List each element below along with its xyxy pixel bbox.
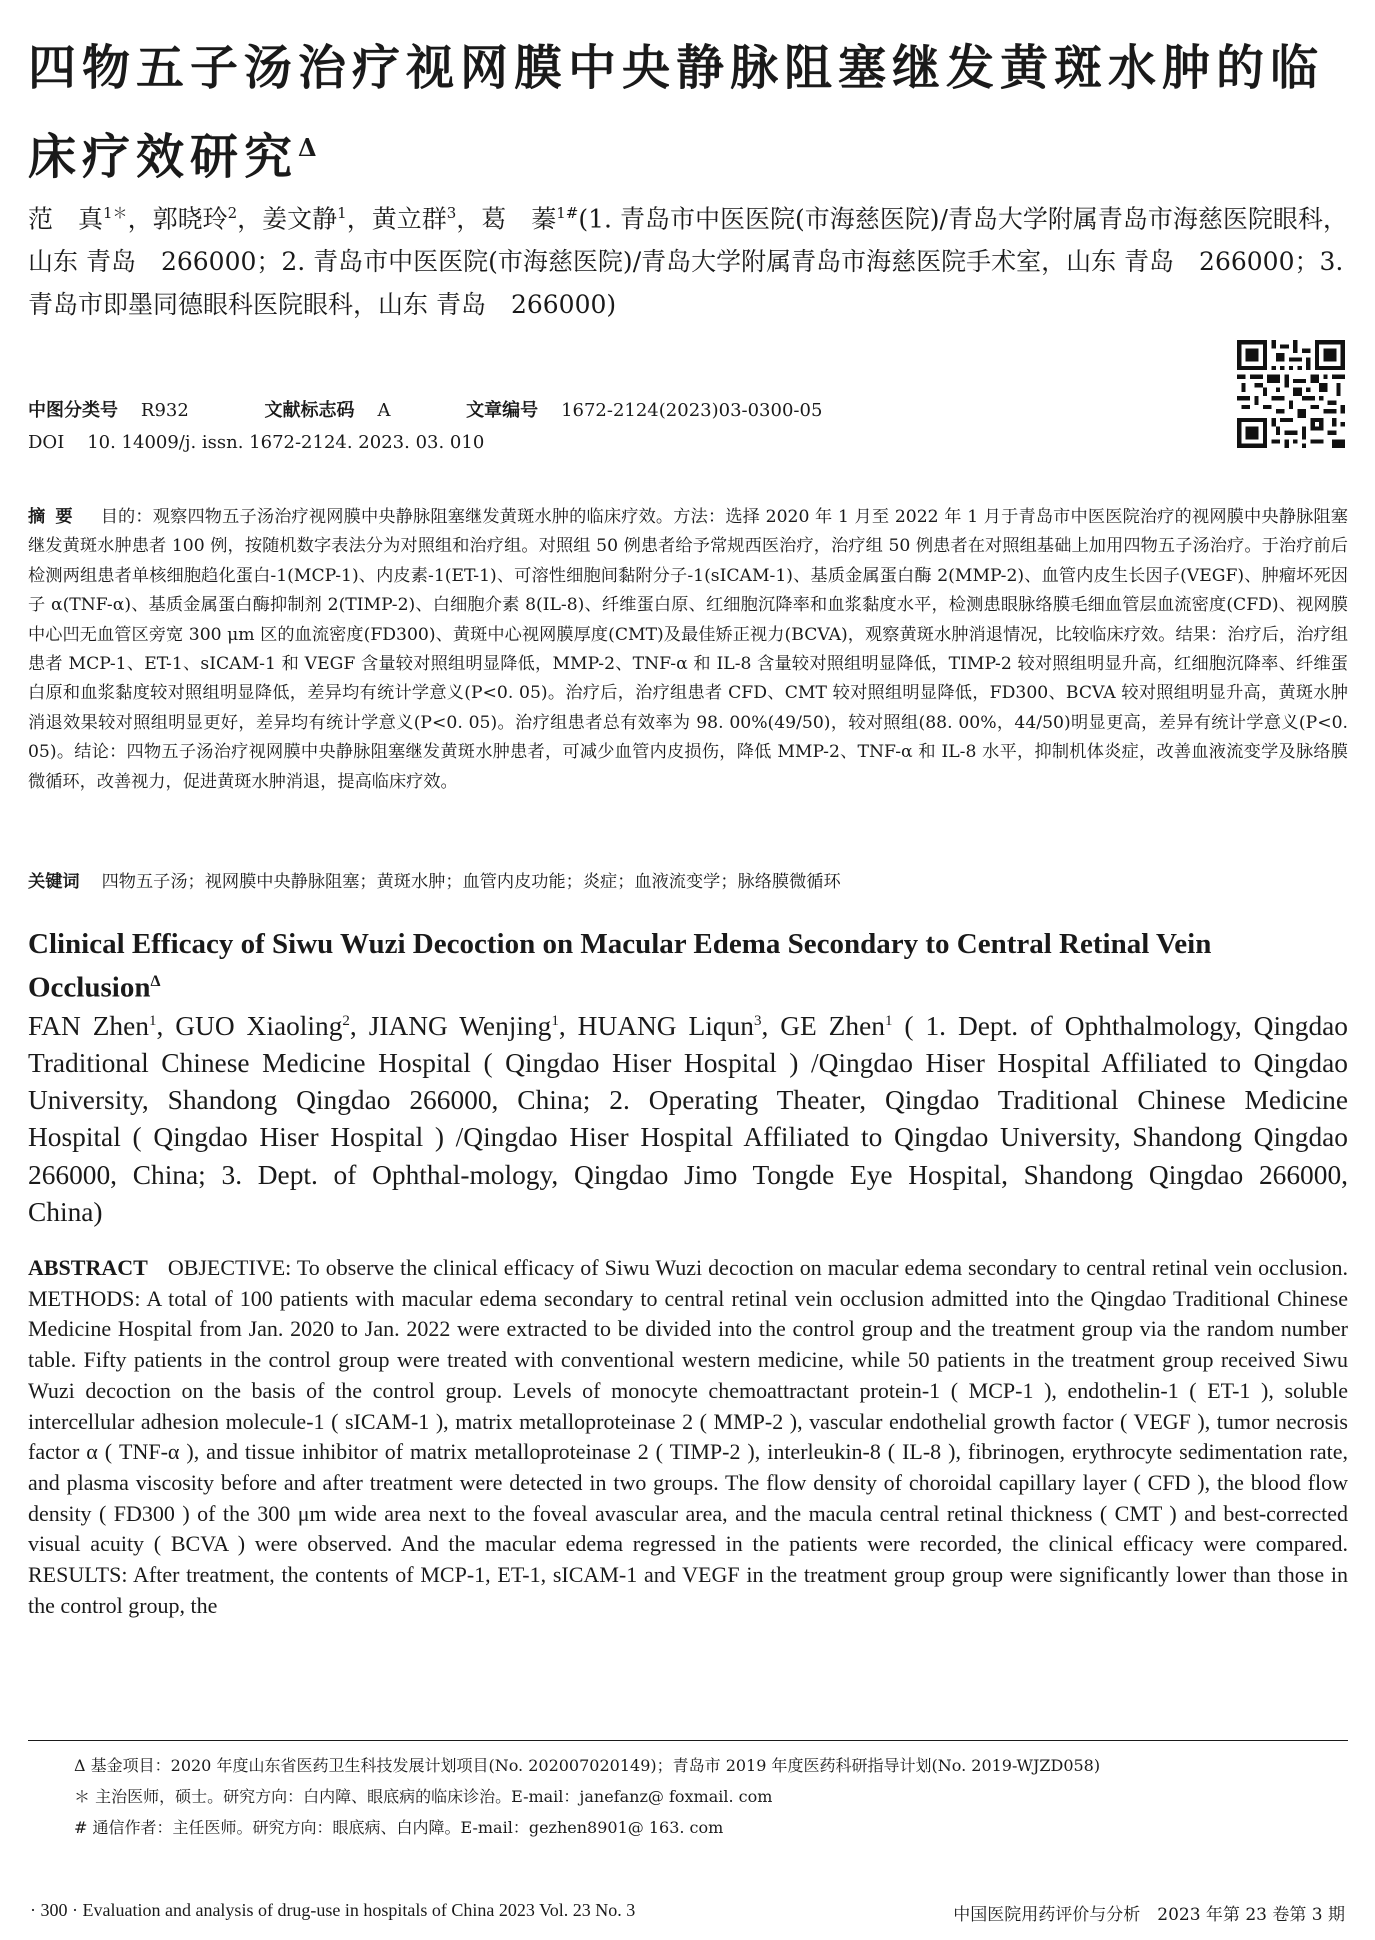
author-en-5-sup: 1 xyxy=(884,1013,893,1029)
abstract-en-text: OBJECTIVE: To observe the clinical efficacy of Siwu Wuzi decoction on macular edema secondary to central retinal vein occlusion. METHODS: A total of 100 patients with macular edema secondary to central retinal vein occlusion admitted into the Qingdao Traditional Chinese Medicine Hospital from Jan. 2020 to Jan. 2022 were extracted to be divided into the control group and the treatment group via the random number table. Fifty patients in the control group were treated with conventional western medicine, while 50 patients in the treatment group received Siwu Wuzi decoction on the basis of the control group. Levels of monocyte chemoattractant protein-1 ( MCP-1 ), endothelin-1 ( ET-1 ), soluble intercellular adhesion molecule-1 ( sICAM-1 ), matrix metalloproteinase 2 ( MMP-2 ), vascular endothelial growth factor ( VEGF ), tumor necrosis factor α ( TNF-α ), and tissue inhibitor of matrix metalloproteinase 2 ( TIMP-2 ), interleukin-8 ( IL-8 ), fibrinogen, erythrocyte sedimentation rate, and plasma viscosity before and after treatment were detected in two groups. The flow density of choroidal capillary layer ( CFD ), the blood flow density ( FD300 ) of the 300 μm wide area next to the foveal avascular area, and the macula central retinal thickness ( CMT ) and best-corrected visual acuity ( BCVA ) were observed. And the macular edema regressed in the patients were recorded, the clinical efficacy were compared. RESULTS: After treatment, the contents of MCP-1, ET-1, sICAM-1 and VEGF in the treatment group group were significantly lower than those in the control group, the xyxy=(28,1255,1348,1618)
clc-value: R932 xyxy=(140,400,189,421)
doc-code-label: 文献标志码 xyxy=(264,400,355,421)
footnote-first-author: ＊ 主治医师，硕士。研究方向：白内障、眼底病的临床诊治。E-mail：janefanz@ foxmail. com xyxy=(74,1787,773,1806)
author-en-1-sup: 1 xyxy=(148,1013,157,1029)
author-zh-5: ，葛 蓁 xyxy=(456,204,557,234)
running-footer-right: 中国医院用药评价与分析 2023 年第 23 卷第 3 期 xyxy=(953,1905,1345,1925)
abstract-zh-text: 目的：观察四物五子汤治疗视网膜中央静脉阻塞继发黄斑水肿的临床疗效。方法：选择 2020 年 1 月至 2022 年 1 月于青岛市中医医院治疗的视网膜中央静脉阻塞继发黄斑水肿患者 100 例，按随机数字表法分为对照组和治疗组。对照组 50 例患者给予常规西医治疗，治疗组 50 例患者在对照组基础上加用四物五子汤治疗。于治疗前后检测两组患者单核细胞趋化蛋白-1(MCP-1)、内皮素-1(ET-1)、可溶性细胞间黏附分子-1(sICAM-1)、基质金属蛋白酶 2(MMP-2)、血管内皮生长因子(VEGF)、肿瘤坏死因子 α(TNF-α)、基质金属蛋白酶抑制剂 2(TIMP-2)、白细胞介素 8(IL-8)、纤维蛋白原、红细胞沉降率和血浆黏度水平，检测患眼脉络膜毛细血管层血流密度(CFD)、视网膜中心凹无血管区旁宽 300 μm 区的血流密度(FD300)、黄斑中心视网膜厚度(CMT)及最佳矫正视力(BCVA)，观察黄斑水肿消退情况，比较临床疗效。结果：治疗后，治疗组患者 MCP-1、ET-1、sICAM-1 和 VEGF 含量较对照组明显降低，MMP-2、TNF-α 和 IL-8 含量较对照组明显降低，TIMP-2 较对照组明显升高，红细胞沉降率、纤维蛋白原和血浆黏度较对照组明显降低，差异均有统计学意义(P<0. 05)。治疗后，治疗组患者 CFD、CMT 较对照组明显降低，FD300、BCVA 较对照组明显升高，黄斑水肿消退效果较对照组明显更好，差异均有统计学意义(P<0. 05)。治疗组患者总有效率为 98. 00%(49/50)，较对照组(88. 00%，44/50)明显更高，差异有统计学意义(P<0. 05)。结论：四物五子汤治疗视网膜中央静脉阻塞继发黄斑水肿患者，可减少血管内皮损伤，降低 MMP-2、TNF-α 和 IL-8 水平，抑制机体炎症，改善血液流变学及脉络膜微循环，改善视力，促进黄斑水肿消退，提高临床疗效。 xyxy=(28,507,1348,792)
abstract-en xyxy=(28,1253,1348,1621)
title-en xyxy=(28,926,1348,1007)
title-zh xyxy=(28,28,1348,197)
author-zh-3-sup: 1 xyxy=(337,204,347,222)
affiliations-zh: (1. 青岛市中医医院(市海慈医院)/青岛大学附属青岛市海慈医院眼科，山东 青岛 266000；2. 青岛市中医医院(市海慈医院)/青岛大学附属青岛市海慈医院手术室，山东 青岛 266000；3. 青岛市即墨同德眼科医院眼科，山东 青岛 266000) xyxy=(28,204,1348,320)
keywords-zh xyxy=(28,868,1348,896)
article-number-label: 文章编号 xyxy=(466,400,539,421)
abstract-zh-label: 摘要 xyxy=(28,507,83,527)
author-zh-4: ，黄立群 xyxy=(346,204,447,234)
author-zh-4-sup: 3 xyxy=(446,204,457,222)
footnote-fund: Δ 基金项目：2020 年度山东省医药卫生科技发展计划项目(No. 202007020149)；青岛市 2019 年度医药科研指导计划(No. 2019-WJZD058) xyxy=(74,1756,1101,1775)
author-en-3: , JIANG Wenjing xyxy=(349,1011,552,1042)
footnote-divider xyxy=(28,1740,1348,1741)
qr-code-icon xyxy=(1237,340,1345,448)
author-en-2-sup: 2 xyxy=(342,1013,350,1029)
article-number-value: 1672-2124(2023)03-0300-05 xyxy=(561,400,823,421)
running-footer-left: · 300 · Evaluation and analysis of drug-use in hospitals of China 2023 Vol. 23 No. 3 xyxy=(30,1900,636,1920)
classification-row xyxy=(28,396,822,422)
author-zh-1-sup: 1＊ xyxy=(103,204,128,222)
keywords-zh-label: 关键词 xyxy=(28,872,80,892)
affiliations-en: ( 1. Dept. of Ophthalmology, Qingdao Traditional Chinese Medicine Hospital ( Qingdao Hiser Hospital ) /Qingdao Hiser Hospital Affiliated to Qingdao University, Shandong Qingdao 266000, China; 2. Operating Theater, Qingdao Traditional Chinese Medicine Hospital ( Qingdao Hiser Hospital ) /Qingdao Hiser Hospital Affiliated to Qingdao University, Shandong Qingdao 266000, China; 3. Dept. of Ophthal-mology, Qingdao Jimo Tongde Eye Hospital, Shandong Qingdao 266000, China) xyxy=(28,1011,1349,1227)
author-en-2: , GUO Xiaoling xyxy=(156,1011,343,1042)
author-en-4: , HUANG Liqun xyxy=(558,1011,754,1042)
author-en-4-sup: 3 xyxy=(753,1013,762,1029)
keywords-zh-text: 四物五子汤；视网膜中央静脉阻塞；黄斑水肿；血管内皮功能；炎症；血液流变学；脉络膜微循环 xyxy=(101,872,841,892)
abstract-en-label: ABSTRACT xyxy=(28,1255,148,1280)
doi-value: 10. 14009/j. issn. 1672-2124. 2023. 03. 010 xyxy=(87,432,485,453)
footnote-corresponding-author: # 通信作者：主任医师。研究方向：眼底病、白内障。E-mail：gezhen8901@ 163. com xyxy=(74,1818,724,1837)
author-zh-2: ，郭晓玲 xyxy=(127,204,228,234)
doi-row xyxy=(28,432,484,453)
author-zh-2-sup: 2 xyxy=(227,204,238,222)
authors-zh xyxy=(28,192,1348,326)
doi-label: DOI xyxy=(28,432,65,453)
abstract-zh xyxy=(28,503,1348,797)
title-zh-text: 四物五子汤治疗视网膜中央静脉阻塞继发黄斑水肿的临床疗效研究 xyxy=(28,40,1325,185)
title-en-text: Clinical Efficacy of Siwu Wuzi Decoction on Macular Edema Secondary to Central Retinal Vein Occlusion xyxy=(28,928,1212,1004)
author-zh-5-sup: 1# xyxy=(556,204,579,222)
author-zh-3: ，姜文静 xyxy=(237,204,338,234)
authors-en xyxy=(28,1003,1348,1231)
author-zh-1: 范 真 xyxy=(28,204,104,234)
author-en-1: FAN Zhen xyxy=(28,1011,149,1042)
clc-label: 中图分类号 xyxy=(28,400,118,421)
author-en-3-sup: 1 xyxy=(551,1013,559,1029)
title-zh-fund-mark: Δ xyxy=(298,133,317,162)
doc-code-value: A xyxy=(377,400,391,421)
title-en-fund-mark: Δ xyxy=(150,973,161,990)
footnotes xyxy=(74,1750,1344,1843)
author-en-5: , GE Zhen xyxy=(761,1011,885,1042)
